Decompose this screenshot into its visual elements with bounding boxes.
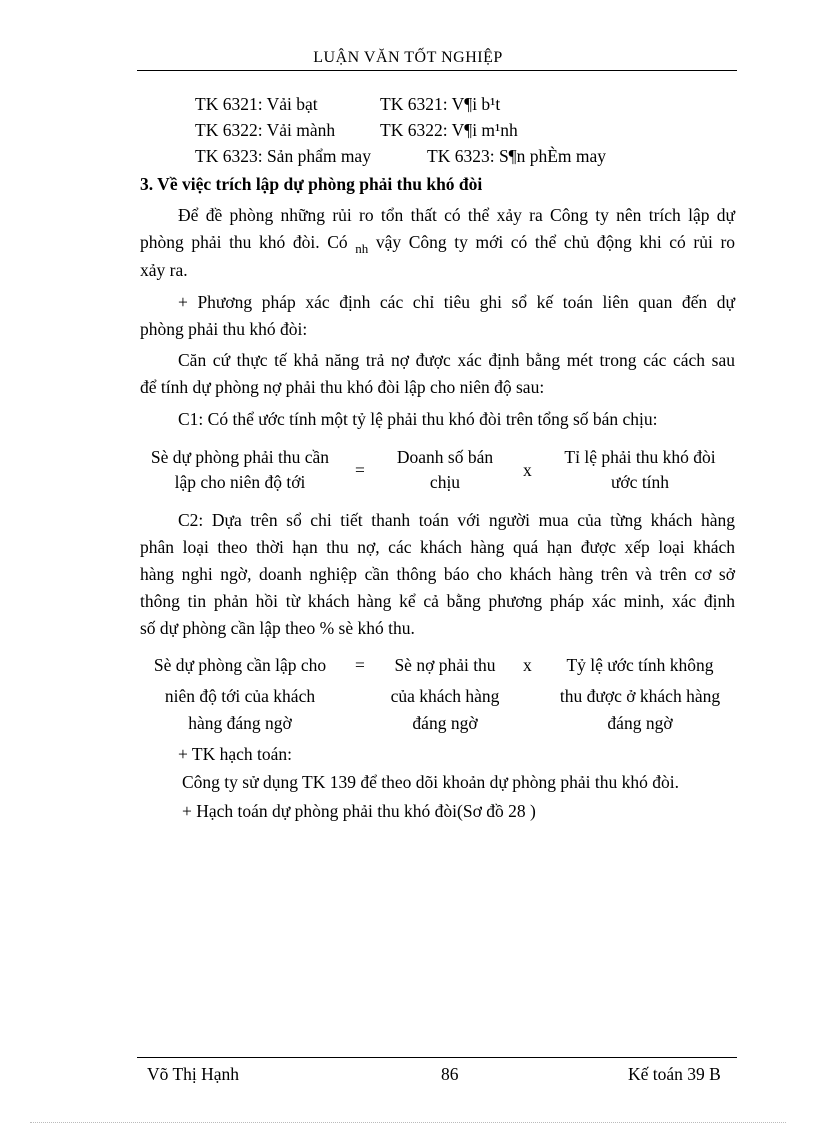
- para2-line2: phòng phải thu khó đòi:: [140, 319, 308, 339]
- formula2-term3-line2: thu được ở khách hàng: [559, 686, 721, 706]
- para1-line2-a: phòng phải thu khó đòi. Có: [140, 232, 348, 252]
- formula2-term1-line3: hàng đáng ngờ: [188, 713, 292, 733]
- footer-page-number: 86: [441, 1064, 459, 1084]
- hach-toan-line: + Hạch toán dự phòng phải thu khó đòi(Sơ đồ 28 ): [182, 801, 536, 821]
- header-rule: [137, 70, 737, 71]
- para1-line2: [140, 232, 736, 256]
- para1-line2-b: vậy Công ty mới có thể chủ động khi có rủi ro: [375, 232, 736, 252]
- c2-line4: thông tin phản hồi từ khách hàng kể cả bằng phương pháp xác minh, xác định: [140, 591, 735, 611]
- tk-text: Công ty sử dụng TK 139 để theo dõi khoản dự phòng phải thu khó đòi.: [182, 772, 679, 792]
- para1-line3: xảy ra.: [140, 260, 188, 280]
- footer-rule: [137, 1057, 737, 1058]
- c2-line1: C2: Dựa trên sổ chi tiết thanh toán với người mua của từng khách hàng: [178, 510, 735, 530]
- formula2-term1-line1: Sè dự phòng cần lập cho: [153, 655, 327, 675]
- footer-author: Võ Thị Hạnh: [147, 1064, 240, 1084]
- para1-line2-sub: nh: [355, 241, 369, 256]
- formula2-equals: =: [355, 655, 365, 675]
- account-left-1: TK 6321: Vải bạt: [195, 94, 318, 114]
- formula1-term1-line1: Sè dự phòng phải thu cần: [150, 447, 330, 467]
- page-header-title: LUẬN VĂN TỐT NGHIỆP: [313, 49, 503, 66]
- account-right-2: TK 6322: V¶i m¹nh: [380, 120, 518, 140]
- c2-line5: số dự phòng cần lập theo % sè khó thu.: [140, 618, 415, 638]
- section-heading: 3. Về việc trích lập dự phòng phải thu khó đòi: [140, 174, 483, 194]
- account-right-3: TK 6323: S¶n phÈm may: [427, 146, 607, 166]
- tk-title: + TK hạch toán:: [178, 744, 293, 764]
- formula1-term2-line2: chịu: [429, 472, 461, 492]
- formula2-term2-line1: Sè nợ phải thu: [394, 655, 496, 675]
- para2-line1: + Phương pháp xác định các chỉ tiêu ghi sổ kế toán liên quan đến dự: [178, 292, 735, 312]
- formula2-term3-line1: Tỷ lệ ước tính không: [566, 655, 714, 675]
- formula2-times: x: [523, 655, 532, 675]
- c2-line2: phân loại theo thời hạn thu nợ, các khách hàng quá hạn được xếp loại khách: [140, 537, 735, 557]
- c2-line3: hàng nghi ngờ, doanh nghiệp cần thông báo cho khách hàng trên và trên cơ sở: [140, 564, 735, 584]
- formula2-term3-line3: đáng ngờ: [607, 713, 673, 733]
- c1-intro: C1: Có thể ước tính một tỷ lệ phải thu khó đòi trên tổng số bán chịu:: [178, 409, 658, 429]
- para3-line2: để tính dự phòng nợ phải thu khó đòi lập cho niên độ sau:: [140, 377, 545, 397]
- formula2-term2-line2: của khách hàng: [390, 686, 500, 706]
- para3-line1: Căn cứ thực tế khả năng trả nợ được xác định bằng mét trong các cách sau: [178, 350, 735, 370]
- formula2-term1-line2: niên độ tới của khách: [164, 686, 316, 706]
- formula1-term1-line2: lập cho niên độ tới: [174, 472, 306, 492]
- formula1-term3-line2: ước tính: [610, 472, 670, 492]
- footer-class: Kế toán 39 B: [628, 1064, 721, 1084]
- formula1-times: x: [523, 460, 532, 480]
- formula1-term2-line1: Doanh số bán: [396, 447, 494, 467]
- account-left-2: TK 6322: Vải mành: [195, 120, 336, 140]
- formula1-equals: =: [355, 460, 365, 480]
- formula1-term3-line1: Tỉ lệ phải thu khó đòi: [564, 447, 716, 467]
- para1-line1: Để đề phòng những rủi ro tổn thất có thể xảy ra Công ty nên trích lập dự: [178, 205, 735, 225]
- account-right-1: TK 6321: V¶i b¹t: [380, 94, 501, 114]
- account-left-3: TK 6323: Sản phẩm may: [195, 146, 371, 166]
- formula2-term2-line3: đáng ngờ: [412, 713, 478, 733]
